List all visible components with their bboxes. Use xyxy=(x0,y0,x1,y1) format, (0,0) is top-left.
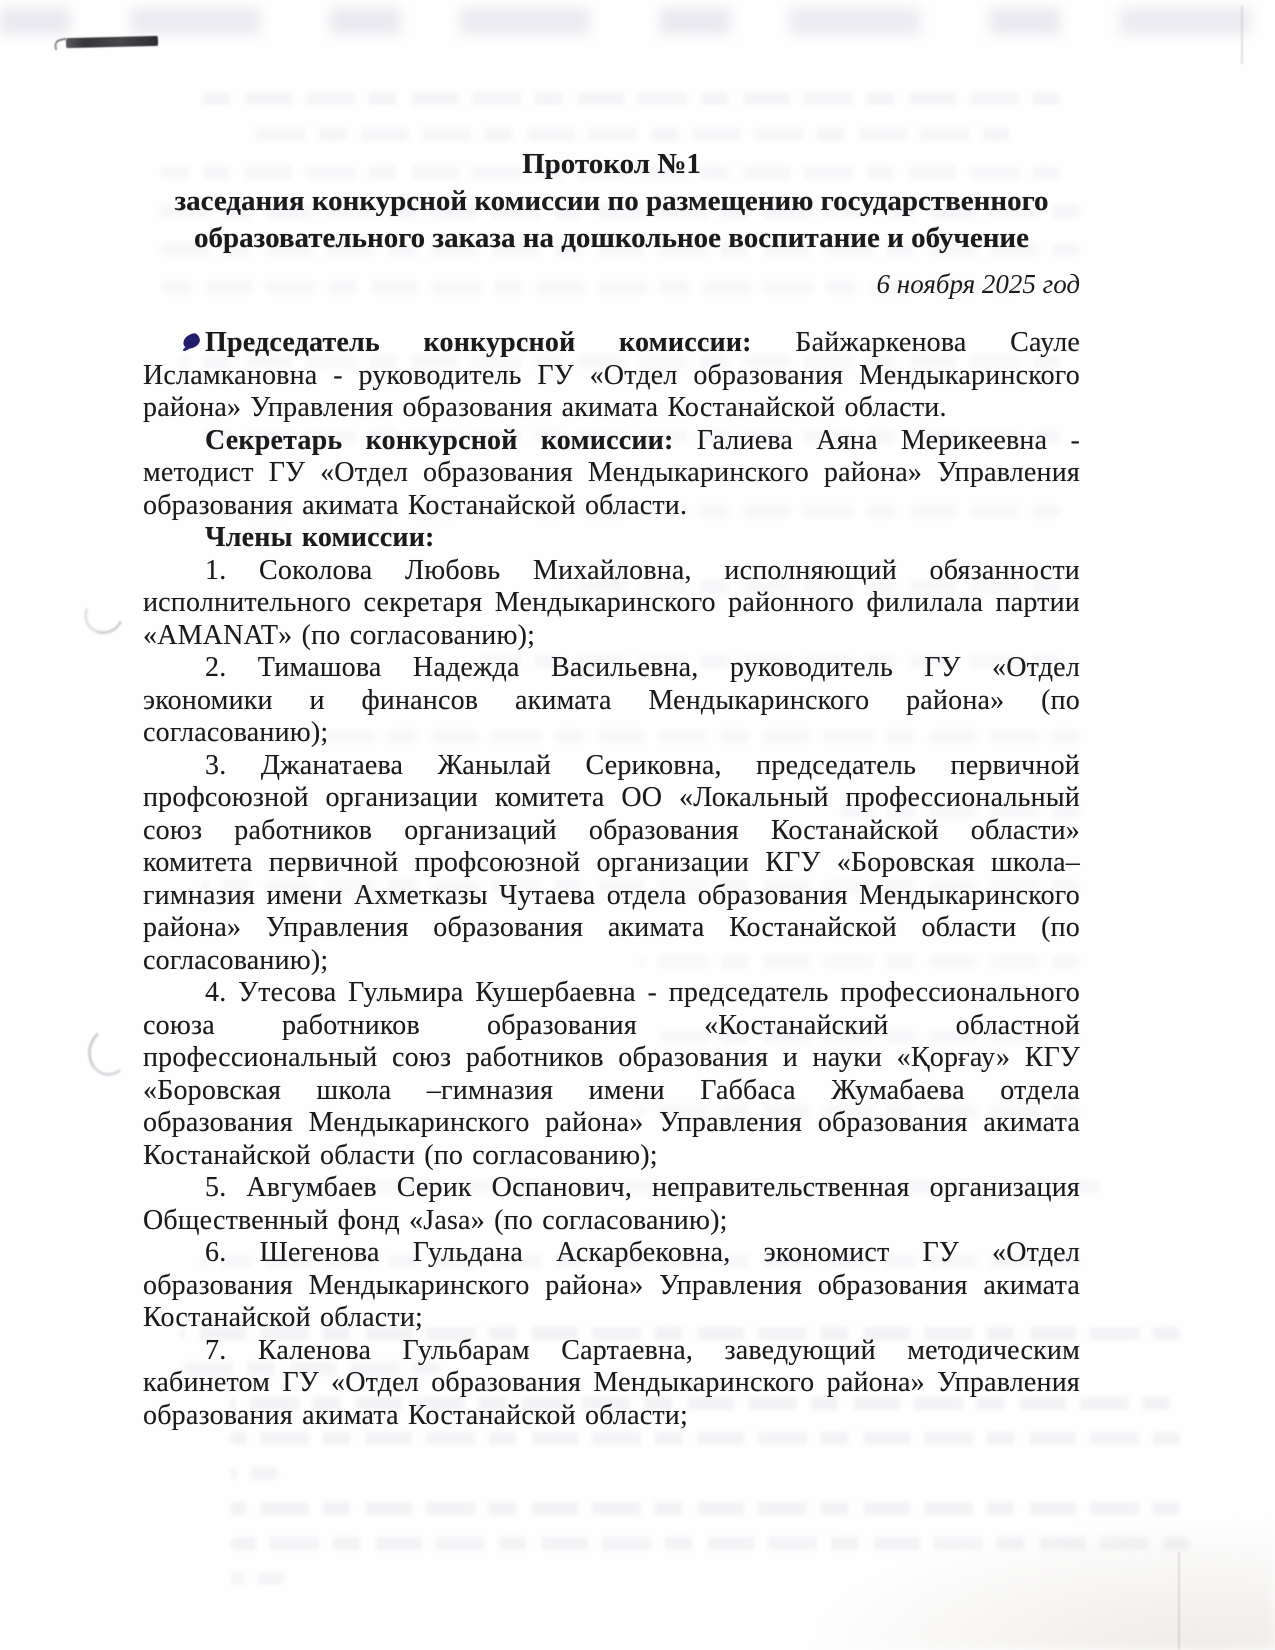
chairman-label: Председатель конкурсной комиссии: xyxy=(205,327,752,358)
secretary-paragraph xyxy=(143,425,1080,523)
chairman-paragraph xyxy=(143,327,1080,425)
secretary-text: Галиева Аяна Мерикеевна - методист ГУ «Отдел образования Мендыкаринского района» Управления образования акимата Костанайской области. xyxy=(143,424,1080,521)
bleed-through-line xyxy=(230,1432,1180,1445)
member-item: 5. Авгумбаев Серик Оспанович, неправительственная организация Общественный фонд «Jasa» (по согласованию); xyxy=(143,1172,1080,1236)
bleed-through-line xyxy=(230,1572,285,1585)
chairman-text: Байжаркенова Сауле Исламкановна - руководитель ГУ «Отдел образования Мендыкаринского района» Управления образования акимата Костанайской области. xyxy=(143,327,1080,423)
document-body xyxy=(143,327,1080,1432)
bleed-through-line xyxy=(230,1502,1180,1515)
member-item: 3. Джанатаева Жанылай Сериковна, председатель первичной профсоюзной организации комитета ОО «Локальный профессиональный союз работников организаций образования Костанайской области» комитета первичной профсоюзной организации КГУ «Боровская школа–гимназия имени Ахметказы Чутаева отдела образования Мендыкаринского района» Управления образования акимата Костанайской области (по согласованию); xyxy=(143,749,1080,976)
member-item: 7. Каленова Гульбарам Сартаевна, заведующий методическим кабинетом ГУ «Отдел образования Мендыкаринского района» Управления образования акимата Костанайской области; xyxy=(143,1334,1080,1431)
scan-edge-line xyxy=(1178,1552,1180,1650)
members-heading: Члены комиссии: xyxy=(205,522,435,553)
member-item: 6. Шегенова Гульдана Аскарбековна, экономист ГУ «Отдел образования Мендыкаринского района» Управления образования акимата Костанайской области; xyxy=(143,1237,1080,1333)
document-date: 6 ноября 2025 год xyxy=(876,269,1080,299)
ink-blot-mark xyxy=(182,332,202,350)
bleed-through-line xyxy=(230,1467,278,1480)
document-subtitle: заседания конкурсной комиссии по размещению государственного образовательного заказа на дошкольное воспитание и обучение xyxy=(174,185,1049,254)
secretary-label: Секретарь конкурсной комиссии: xyxy=(205,424,674,456)
bleed-through-line xyxy=(230,1537,1190,1550)
member-item: 1. Соколова Любовь Михайловна, исполняющий обязанности исполнительного секретаря Мендыкаринского районного филилала партии «AMANAT» (по согласованию); xyxy=(143,554,1080,651)
document-title: Протокол №1 xyxy=(522,148,701,180)
member-item: 4. Утесова Гульмира Кушербаевна - председатель профессионального союза работников образования «Костанайский областной профессиональный союз работников образования и науки «Қорғау» КГУ «Боровская школа –гимназия имени Габбаса Жумабаева отдела образования Мендыкаринского района» Управления образования акимата Костанайской области (по согласованию); xyxy=(143,977,1080,1171)
member-item: 2. Тимашова Надежда Васильевна, руководитель ГУ «Отдел экономики и финансов акимата Мендыкаринского района» (по согласованию); xyxy=(143,652,1080,748)
